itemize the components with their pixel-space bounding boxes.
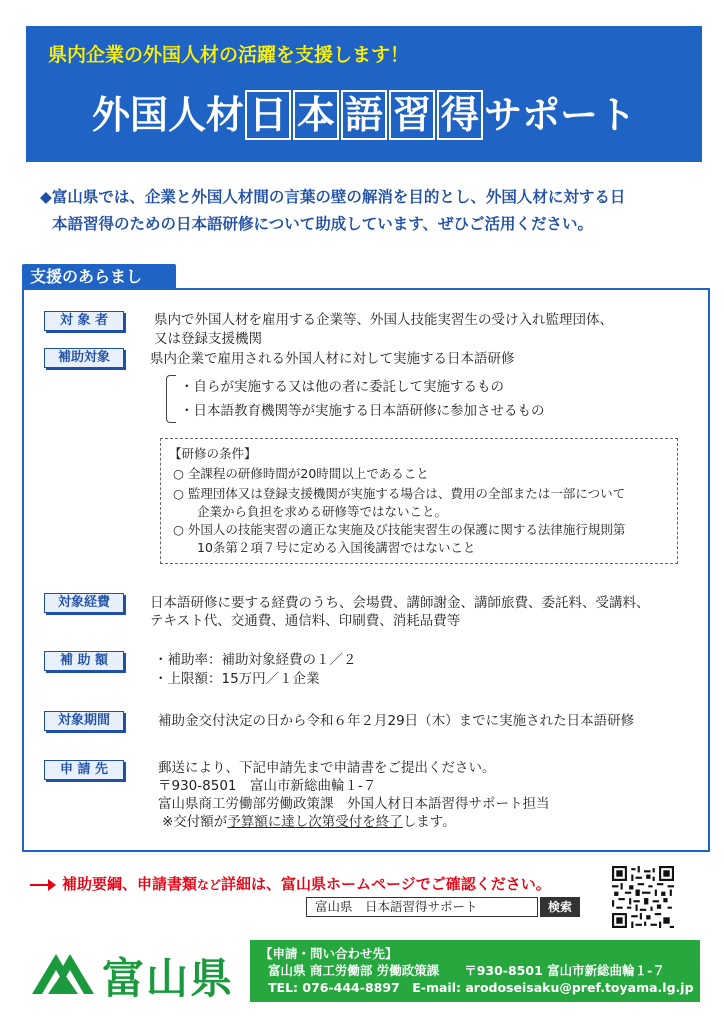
toyama-mountain-logo-icon: [28, 944, 98, 998]
title-prefix: 外国人材: [91, 93, 244, 137]
target-line-1: 県内で外国人材を雇用する企業等、外国人技能実習生の受け入れ監理団体、: [154, 312, 613, 328]
search-button[interactable]: 検索: [540, 897, 580, 917]
conditions-heading: 【研修の条件】: [169, 446, 257, 461]
apply-note-pre: ※交付額が: [162, 814, 228, 830]
qr-code-icon[interactable]: [612, 866, 674, 928]
contact-line-2[interactable]: TEL: 076-444-8897 E-mail: arodoseisaku@pref.toyama.lg.jp: [268, 980, 694, 995]
contact-box: [250, 940, 700, 1002]
intro-line-1: ◆富山県では、企業と外国人材間の言葉の壁の解消を目的とし、外国人材に対する日: [40, 188, 626, 206]
expenses-line-1: 日本語研修に要する経費のうち、会場費、講師謝金、講師旅費、委託料、受講料、: [150, 595, 650, 611]
homepage-notice: [30, 873, 551, 894]
period-line-1: 補助金交付決定の日から令和６年２月29日（木）までに実施された日本語研修: [158, 713, 635, 729]
amount-line-2: ・上限額：15万円／１企業: [154, 671, 320, 687]
label-target: 対 象 者: [44, 311, 124, 331]
bracket-decoration: [166, 375, 176, 423]
apply-line-1: 郵送により、下記申請先まで申請書をご提出ください。: [158, 760, 496, 776]
label-expenses: 対象経費: [44, 593, 124, 613]
subject-bullet-2: ・日本語教育機関等が実施する日本語研修に参加させるもの: [180, 403, 545, 419]
subject-line-1: 県内企業で雇用される外国人材に対して実施する日本語研修: [150, 351, 515, 367]
apply-note-post: します。: [402, 814, 456, 830]
section-title: 支援のあらまし: [22, 264, 176, 290]
apply-line-2: 〒930-8501 富山市新総曲輪１-７: [158, 778, 377, 794]
title-boxed-char: 習: [389, 90, 435, 140]
condition-3b: 10条第２項７号に定める入国後講習ではないこと: [197, 540, 476, 555]
search-input[interactable]: 富山県 日本語習得サポート: [306, 897, 538, 917]
target-line-2: 又は登録支援機関: [154, 331, 262, 347]
expenses-line-2: テキスト代、交通費、通信料、印刷費、消耗品費等: [150, 613, 461, 629]
apply-note-underline: 予算額に達し次第受付を終了: [227, 814, 403, 830]
condition-2a: ○ 監理団体又は登録支援機関が実施する場合は、費用の全部または一部について: [173, 486, 626, 501]
toyama-logo: [28, 944, 242, 1003]
logo-name: 富山県: [102, 954, 235, 1003]
subject-bullet-1: ・自らが実施する又は他の者に委託して実施するもの: [180, 379, 504, 395]
condition-3a: ○ 外国人の技能実習の適正な実施及び技能実習生の保護に関する法律施行規則第: [173, 522, 626, 537]
title-boxed-char: 得: [437, 90, 483, 140]
title-boxed-char: 語: [341, 90, 387, 140]
apply-line-4: [162, 812, 456, 832]
label-period: 対象期間: [44, 711, 124, 731]
contact-title: 【申請・問い合わせ先】: [260, 946, 398, 961]
conditions-box: [160, 438, 678, 564]
condition-2b: 企業から負担を求める研修等ではないこと。: [197, 504, 448, 519]
label-amount: 補 助 額: [44, 651, 124, 671]
arrow-right-icon: [30, 884, 54, 886]
header-banner: [26, 26, 702, 162]
amount-line-1: ・補助率：補助対象経費の１／２: [154, 652, 357, 668]
title-suffix: サポート: [484, 93, 637, 137]
label-subject: 補助対象: [44, 348, 124, 368]
intro-text: [40, 184, 690, 238]
contact-line-1: 富山県 商工労働部 労働政策課 〒930-8501 富山市新総曲輪１-７: [268, 963, 665, 978]
title-boxed-char: 日: [245, 90, 291, 140]
notice-part-a: 補助要綱、申請書類: [62, 875, 198, 893]
condition-1: ○ 全課程の研修時間が20時間以上であること: [173, 466, 429, 481]
apply-line-3: 富山県商工労働部労働政策課 外国人材日本語習得サポート担当: [158, 796, 550, 812]
intro-line-2: 本語習得のための日本語研修について助成しています、ぜひご活用ください。: [52, 215, 593, 233]
notice-part-c: 詳細は、富山県ホームページでご確認ください。: [221, 875, 551, 893]
label-apply: 申 請 先: [44, 760, 124, 780]
notice-part-b: など: [197, 878, 222, 892]
header-tagline: 県内企業の外国人材の活躍を支援します！: [48, 44, 410, 66]
title-boxed-char: 本: [293, 90, 339, 140]
page-title: [26, 84, 702, 140]
